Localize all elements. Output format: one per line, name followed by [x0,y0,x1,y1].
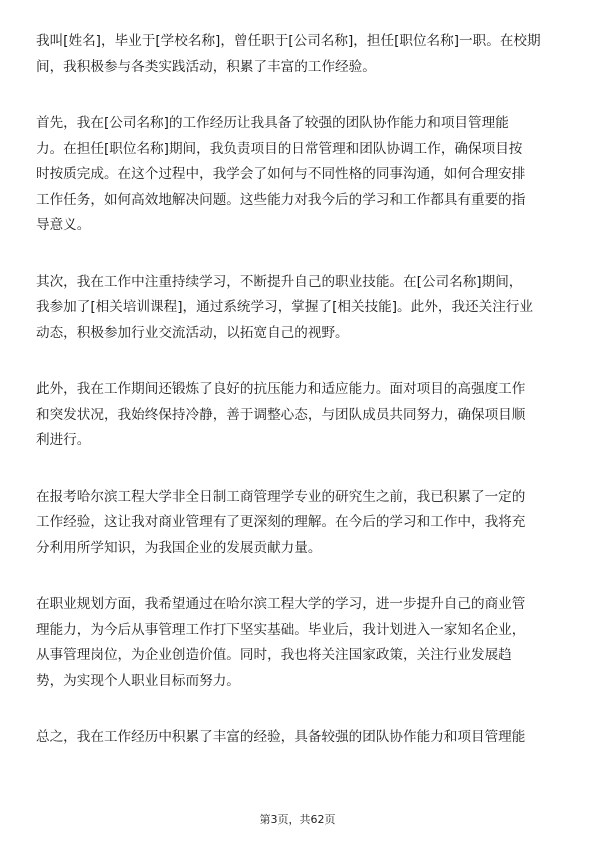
paragraph-gap [36,454,566,485]
text-line: 力。在担任[职位名称]期间，我负责项目的日常管理和团队协调工作，确保项目按 [36,140,523,157]
text-line: 理能力，为今后从事管理工作打下坚实基础。毕业后，我计划进入一家知名企业， [36,621,526,638]
text-line: 首先，我在[公司名称]的工作经历让我具备了较强的团队协作能力和项目管理能 [36,115,509,131]
text-line: 利进行。 [36,432,91,448]
paragraph-3 [36,270,566,347]
paragraph-gap [36,80,566,111]
text-line: 总之，我在工作经历中积累了丰富的经验，具备较强的团队协作能力和项目管理能 [36,729,526,745]
page-number: 第3页，共62页 [259,813,336,826]
text-line: 分利用所学知识，为我国企业的发展贡献力量。 [36,539,322,556]
paragraph-gap [36,346,566,377]
paragraph-2 [36,111,566,239]
paragraph-gap [36,239,566,270]
paragraph-7 [36,725,566,751]
text-line: 其次，我在工作中注重持续学习，不断提升自己的职业技能。在[公司名称]期间， [36,273,523,290]
text-line: 和突发状况，我始终保持冷静，善于调整心态，与团队成员共同努力，确保项目顺 [36,406,526,423]
text-line: 工作经验，这让我对商业管理有了更深刻的理解。在今后的学习和工作中，我将充 [36,514,526,530]
text-line: 动态，积极参加行业交流活动，以拓宽自己的视野。 [36,324,349,341]
paragraph-6 [36,592,566,694]
paragraph-4 [36,377,566,454]
document-body [36,29,566,751]
text-line: 此外，我在工作期间还锻炼了良好的抗压能力和适应能力。面对项目的高强度工作 [36,381,526,397]
text-line: 势，为实现个人职业目标而努力。 [36,672,240,689]
text-line: 时按质完成。在这个过程中，我学会了如何与不同性格的同事沟通，如何合理安排 [36,166,526,182]
paragraph-gap [36,561,566,592]
paragraph-1 [36,29,566,80]
text-line: 在报考哈尔滨工程大学非全日制工商管理学专业的研究生之前，我已积累了一定的 [36,488,526,505]
text-line: 间，我积极参与各类实践活动，积累了丰富的工作经验。 [36,58,376,75]
text-line: 导意义。 [36,217,91,233]
text-line: 从事管理岗位，为企业创造价值。同时，我也将关注国家政策，关注行业发展趋 [36,647,512,663]
text-line: 我叫[姓名]，毕业于[学校名称]，曾任职于[公司名称]，担任[职位名称]一职。在校期 [36,33,541,49]
text-line: 我参加了[相关培训课程]，通过系统学习，掌握了[相关技能]。此外，我还关注行业 [36,299,533,315]
paragraph-gap [36,694,566,725]
text-line: 工作任务，如何高效地解决问题。这些能力对我今后的学习和工作都具有重要的指 [36,191,526,208]
text-line: 在职业规划方面，我希望通过在哈尔滨工程大学的学习，进一步提升自己的商业管 [36,596,526,612]
paragraph-5 [36,485,566,562]
